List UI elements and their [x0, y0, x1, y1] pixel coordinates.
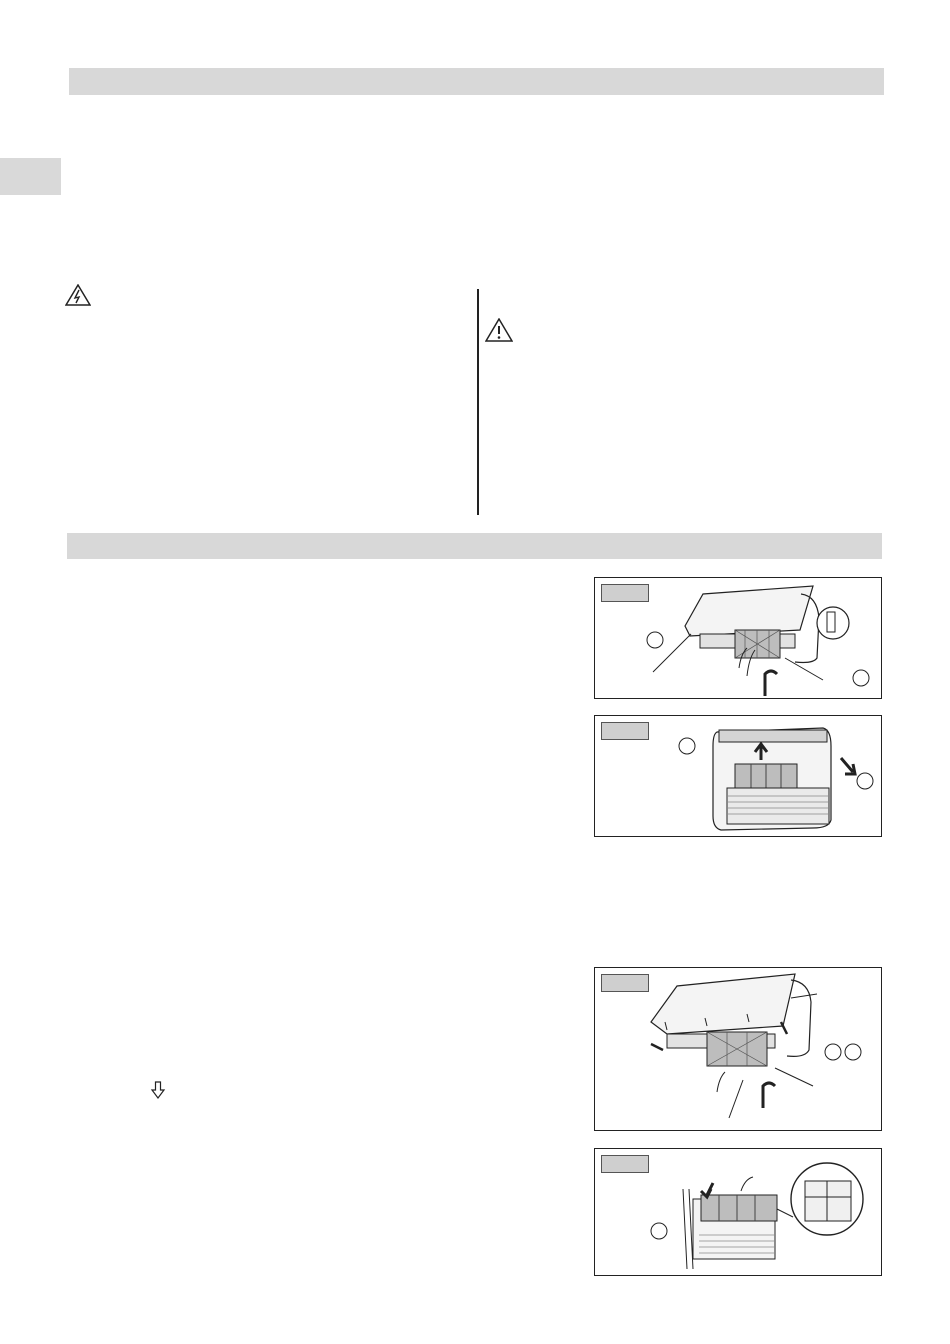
section-header-bar-2: [67, 533, 882, 559]
electric-hazard-icon: [65, 284, 91, 306]
figure-2-illustration: [595, 716, 883, 838]
figure-3: [594, 967, 882, 1131]
figure-1: [594, 577, 882, 699]
figure-3-illustration: [595, 968, 883, 1132]
side-tab: [0, 158, 61, 195]
figure-4: [594, 1148, 882, 1276]
figure-1-illustration: [595, 578, 883, 700]
figure-4-illustration: [595, 1149, 883, 1277]
figure-2: [594, 715, 882, 837]
caution-icon: [485, 318, 513, 342]
column-divider: [477, 289, 479, 515]
section-header-bar-1: [69, 68, 884, 95]
down-arrow-icon: [150, 1080, 166, 1100]
